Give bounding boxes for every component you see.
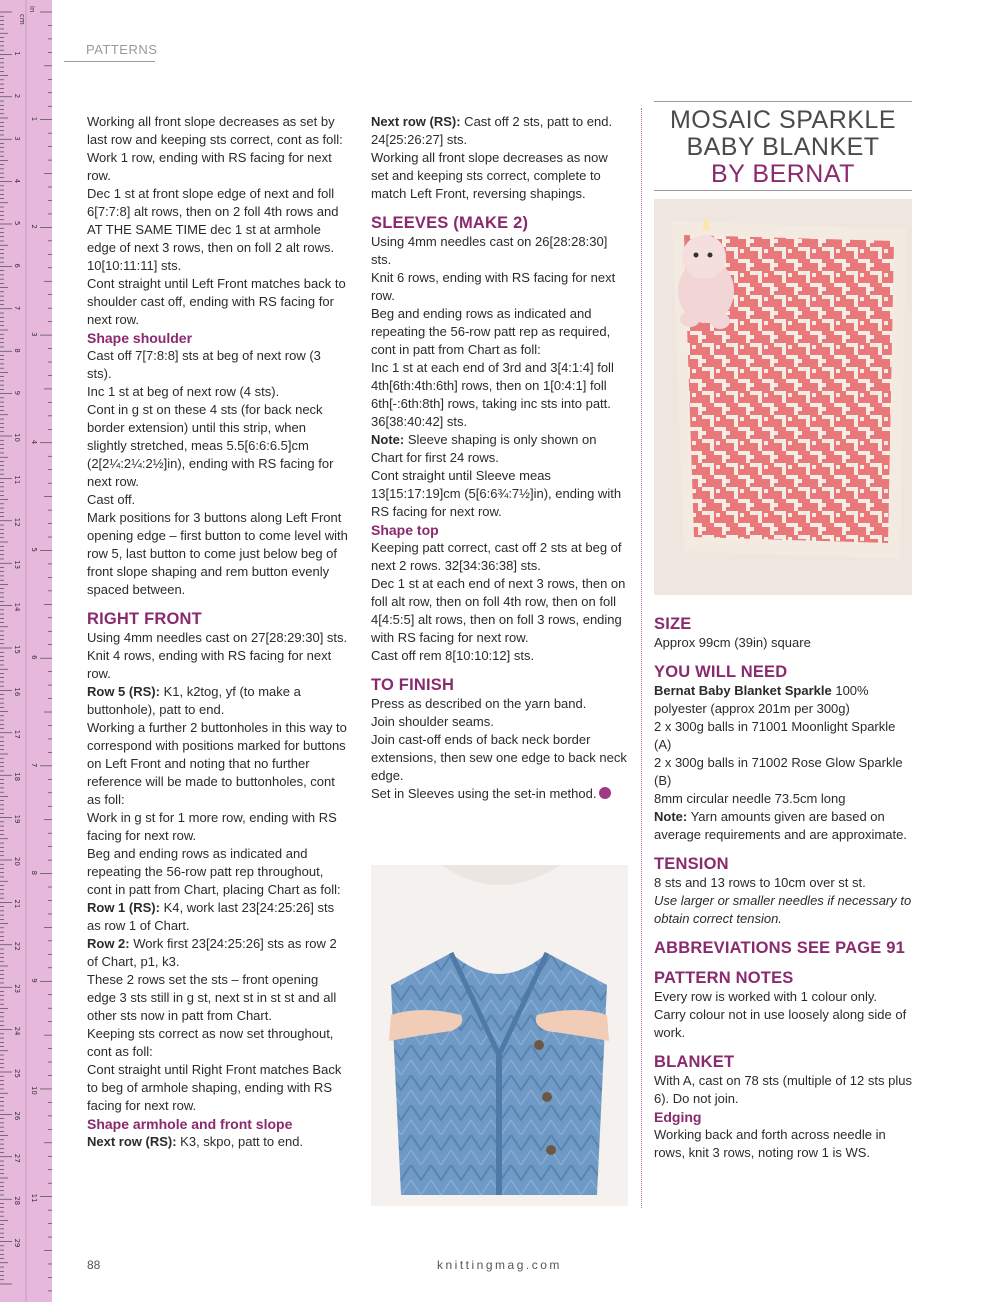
ruler-in-number: 10	[30, 1085, 38, 1095]
subheading-shape-top: Shape top	[371, 522, 439, 538]
ruler-cm-number: 4	[13, 178, 21, 184]
ruler-cm-number: 7	[13, 305, 21, 311]
measuring-ruler	[0, 0, 52, 1302]
blanket-photo	[654, 199, 912, 595]
pattern-title	[654, 101, 912, 191]
note-text: Yarn amounts given are based on average requirements and are approximate.	[654, 809, 907, 842]
ruler-in-number: 11	[30, 1193, 38, 1203]
row-text: Work first 23[24:25:26] sts as row 2 of Chart, p1, k3.	[87, 936, 337, 969]
ruler-cm-number: 5	[13, 221, 21, 226]
ruler-cm-number: 6	[13, 263, 21, 268]
paragraph: Using 4mm needles cast on 27[28:29:30] sts.	[87, 630, 348, 645]
page-number: 88	[87, 1258, 101, 1272]
paragraph: Inc 1 st at beg of next row (4 sts).	[87, 384, 280, 399]
heading-tension: TENSION	[654, 855, 729, 873]
ruler-in-number: 5	[30, 547, 38, 552]
row-label: Next row (RS):	[87, 1134, 177, 1149]
ruler-cm-label: cm	[18, 14, 26, 25]
paragraph	[87, 899, 349, 935]
paragraph: These 2 rows set the sts – front opening edge 3 sts still in g st, next st in st st and all other sts now in patt from Chart.	[87, 972, 337, 1023]
column-divider	[641, 108, 642, 1208]
paragraph: Cast off 7[7:8:8] sts at beg of next row (3 sts).	[87, 348, 321, 381]
heading-pattern-notes: PATTERN NOTES	[654, 969, 794, 987]
heading-abbreviations: ABBREVIATIONS SEE PAGE 91	[654, 939, 906, 957]
heading-sleeves: SLEEVES (MAKE 2)	[371, 214, 529, 232]
paragraph: Join shoulder seams.	[371, 714, 494, 729]
paragraph	[371, 113, 628, 149]
blanket-illustration	[654, 199, 912, 595]
column-1	[87, 113, 349, 1151]
column-3	[654, 614, 912, 1162]
cardigan-photo	[371, 865, 628, 1206]
ruler-in-number: 6	[30, 655, 38, 660]
heading-size: SIZE	[654, 615, 692, 633]
heading-you-will-need: YOU WILL NEED	[654, 663, 788, 681]
paragraph: Dec 1 st at each end of next 3 rows, then on foll alt row, then on foll 4th row, then on foll 4[4:5:5] alt rows, then on foll 3 rows, ending with RS facing for next row.	[371, 576, 626, 645]
note-label: Note:	[371, 432, 405, 447]
note-label: Note:	[654, 809, 688, 824]
column-2	[371, 113, 628, 803]
paragraph: Working a further 2 buttonholes in this way to correspond with positions marked for buttons on Left Front and noting that no further reference will be made to buttonholes, cont as foll:	[87, 720, 347, 807]
ruler-cm-number: 1	[13, 51, 21, 56]
ruler-cm-number: 19	[13, 814, 21, 824]
heading-to-finish: TO FINISH	[371, 676, 455, 694]
subheading-shape-shoulder: Shape shoulder	[87, 330, 193, 346]
ruler-in-number: 8	[30, 870, 38, 876]
ruler-cm-number: 23	[13, 984, 21, 994]
paragraph: Cast off.	[87, 492, 136, 507]
ruler-cm-number: 3	[13, 136, 21, 141]
paragraph	[654, 808, 912, 844]
paragraph: Mark positions for 3 buttons along Left Front opening edge – first button to come level with row 5, last button to come just below beg of front slope shaping and rem button evenly spaced between.	[87, 510, 348, 597]
ruler-in-number: 9	[30, 978, 38, 983]
paragraph: Press as described on the yarn band.	[371, 696, 587, 711]
paragraph: Cont in g st on these 4 sts (for back neck border extension) until this strip, when slightly stretched, meas 5.5[6:6:6.5]cm (2[2¼:2¼:2½]in), ending with RS facing for next row.	[87, 402, 334, 489]
paragraph: Cont straight until Left Front matches back to shoulder cast off, ending with RS facing for next row.	[87, 276, 346, 327]
ruler-in-number: 2	[30, 224, 38, 229]
paragraph	[87, 1133, 349, 1151]
paragraph: Join cast-off ends of back neck border extensions, then sew one edge to back neck edge.	[371, 732, 627, 783]
paragraph: 2 x 300g balls in 71002 Rose Glow Sparkle (B)	[654, 755, 903, 788]
paragraph	[87, 683, 349, 719]
paragraph: Keeping patt correct, cast off 2 sts at beg of next 2 rows. 32[34:36:38] sts.	[371, 540, 622, 573]
paragraph: Beg and ending rows as indicated and repeating the 56-row patt rep throughout, cont in patt from Chart, placing Chart as foll:	[87, 846, 341, 897]
ruler-cm-number: 28	[13, 1196, 21, 1206]
paragraph: Beg and ending rows as indicated and repeating the 56-row patt rep as required, cont in patt from Chart as foll:	[371, 306, 611, 357]
ruler-cm-number: 20	[13, 857, 21, 866]
paragraph: Work 1 row, ending with RS facing for next row.	[87, 150, 332, 183]
heading-blanket: BLANKET	[654, 1053, 735, 1071]
paragraph: Working back and forth across needle in rows, knit 3 rows, noting row 1 is WS.	[654, 1127, 886, 1160]
row-text: Cast off 2 sts, patt to end. 24[25:26:27] sts.	[371, 114, 613, 147]
paragraph: Knit 6 rows, ending with RS facing for next row.	[371, 270, 616, 303]
ruler-cm-number: 9	[13, 390, 21, 396]
row-text: K3, skpo, patt to end.	[176, 1134, 304, 1149]
website-url: knittingmag.com	[437, 1258, 562, 1272]
paragraph: 8 sts and 13 rows to 10cm over st st.	[654, 875, 866, 890]
row-label: Row 5 (RS):	[87, 684, 160, 699]
ruler-graphic	[0, 0, 52, 1302]
note-text: Sleeve shaping is only shown on Chart for first 24 rows.	[371, 432, 597, 465]
ruler-cm-number: 18	[13, 772, 21, 782]
ruler-cm-number: 29	[13, 1238, 21, 1248]
ruler-cm-number: 17	[13, 729, 21, 739]
paragraph: 8mm circular needle 73.5cm long	[654, 791, 846, 806]
paragraph: Knit 4 rows, ending with RS facing for next row.	[87, 648, 332, 681]
title-line-1: MOSAIC SPARKLE	[669, 106, 897, 134]
paragraph: Carry colour not in use loosely along side of work.	[654, 1007, 907, 1040]
row-label: Next row (RS):	[371, 114, 461, 129]
ruler-in-number: 3	[30, 332, 38, 337]
paragraph: Using 4mm needles cast on 26[28:28:30] sts.	[371, 234, 608, 267]
paragraph: With A, cast on 78 sts (multiple of 12 sts plus 6). Do not join.	[654, 1073, 912, 1106]
paragraph	[654, 682, 912, 718]
paragraph	[371, 431, 628, 467]
ruler-in-number: 1	[30, 116, 38, 122]
paragraph: 2 x 300g balls in 71001 Moonlight Sparkle (A)	[654, 719, 896, 752]
final-text: Set in Sleeves using the set-in method.	[371, 786, 597, 801]
ruler-cm-number: 25	[13, 1069, 21, 1078]
ruler-in-number: 4	[30, 439, 38, 445]
section-tag: PATTERNS	[86, 42, 158, 57]
ruler-cm-number: 15	[13, 645, 21, 654]
ruler-cm-number: 27	[13, 1153, 21, 1163]
heading-right-front: RIGHT FRONT	[87, 610, 202, 628]
ruler-cm-number: 21	[13, 899, 21, 909]
title-line-3: BY BERNAT	[711, 160, 855, 188]
ruler-cm-number: 8	[13, 348, 21, 353]
paragraph: Cast off rem 8[10:10:12] sts.	[371, 648, 535, 663]
ruler-cm-number: 24	[13, 1026, 21, 1036]
subheading-shape-armhole: Shape armhole and front slope	[87, 1116, 293, 1132]
yarn-text: 100% polyester (approx 201m per 300g)	[654, 683, 869, 716]
subheading-edging: Edging	[654, 1109, 702, 1125]
paragraph: Keeping sts correct as now set throughout, cont as foll:	[87, 1026, 334, 1059]
ruler-in-label: in	[28, 6, 36, 13]
ruler-cm-number: 22	[13, 941, 21, 951]
row-label: Row 2:	[87, 936, 130, 951]
paragraph	[371, 785, 628, 803]
yarn-ball-icon	[599, 787, 611, 799]
paragraph: Working all front slope decreases as now set and keeping sts correct, complete to match Left Front, reversing shapings.	[371, 150, 608, 201]
paragraph: Every row is worked with 1 colour only.	[654, 989, 878, 1004]
paragraph: Inc 1 st at each end of 3rd and 3[4:1:4] foll 4th[6th:4th:6th] rows, then on 1[0:4:1] foll 6th[-:6th:8th] rows, taking inc sts into patt. 36[38:40:42] sts.	[371, 360, 614, 429]
ruler-cm-number: 10	[13, 433, 21, 442]
paragraph: Work in g st for 1 more row, ending with RS facing for next row.	[87, 810, 337, 843]
ruler-cm-number: 26	[13, 1111, 21, 1121]
row-text: K4, work last 23[24:25:26] sts as row 1 of Chart.	[87, 900, 335, 933]
ruler-cm-number: 14	[13, 602, 21, 612]
ruler-cm-number: 2	[13, 93, 21, 99]
cardigan-illustration	[371, 865, 628, 1206]
ruler-cm-number: 16	[13, 687, 21, 697]
paragraph: Working all front slope decreases as set by last row and keeping sts correct, cont as foll:	[87, 114, 343, 147]
ruler-cm-number: 13	[13, 560, 21, 570]
paragraph: Approx 99cm (39in) square	[654, 635, 811, 650]
row-text: K1, k2tog, yf (to make a buttonhole), patt to end.	[87, 684, 301, 717]
section-rule	[64, 61, 155, 62]
paragraph: Use larger or smaller needles if necessary to obtain correct tension.	[654, 893, 912, 926]
row-label: Row 1 (RS):	[87, 900, 160, 915]
paragraph: Dec 1 st at front slope edge of next and foll 6[7:7:8] alt rows, then on 2 foll 4th rows and AT THE SAME TIME dec 1 st at armhole edge of next 3 rows, then on foll 2 alt rows. 10[10:11:11] sts.	[87, 186, 339, 273]
ruler-in-number: 7	[30, 762, 38, 768]
paragraph: Cont straight until Sleeve meas 13[15:17:19]cm (5[6:6¾:7½]in), ending with RS facing for next row.	[371, 468, 622, 519]
paragraph: Cont straight until Right Front matches Back to beg of armhole shaping, ending with RS facing for next row.	[87, 1062, 342, 1113]
title-line-2: BABY BLANKET	[686, 133, 880, 161]
ruler-cm-number: 11	[13, 475, 21, 485]
paragraph	[87, 935, 349, 971]
yarn-label: Bernat Baby Blanket Sparkle	[654, 683, 832, 698]
ruler-cm-number: 12	[13, 517, 21, 527]
